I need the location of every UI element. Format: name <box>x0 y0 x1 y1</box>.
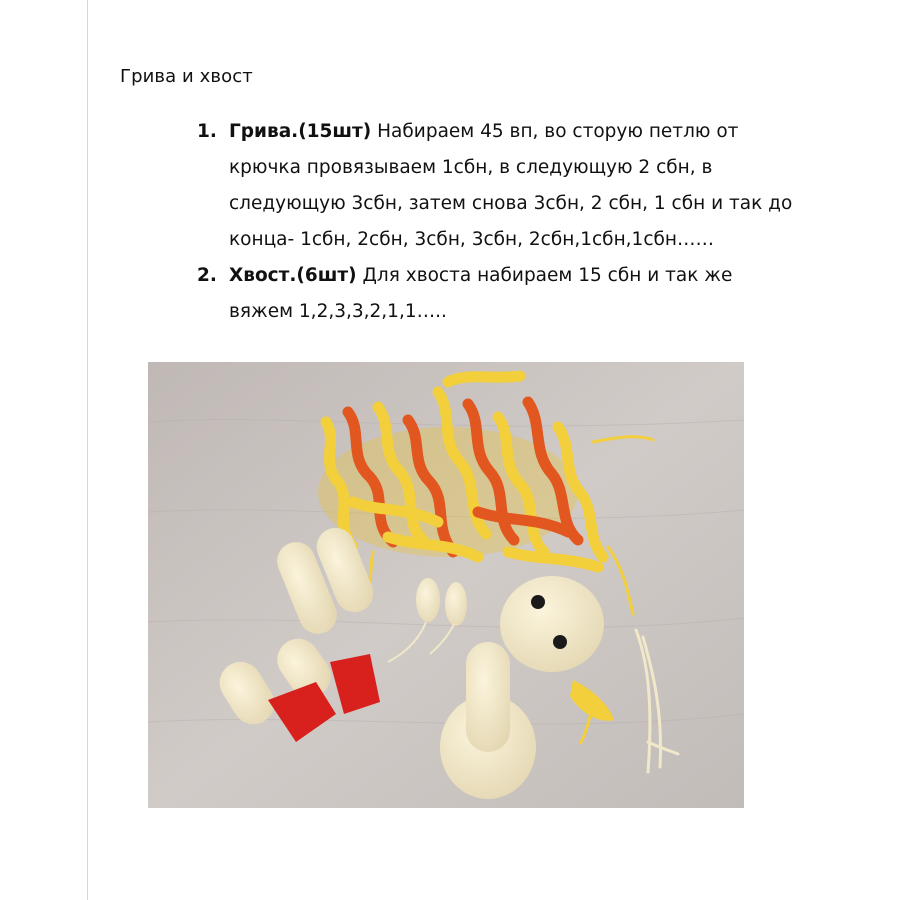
step-title: Грива.(15шт) <box>229 121 372 142</box>
step-text: Набираем 45 вп, во сторую петлю от крючка провязываем 1сбн, в следующую 2 сбн, в следующую 3сбн, затем снова 3сбн, 2 сбн, 1 сбн и так до конца- 1сбн, 2сбн, 3сбн, 3сбн, 2сбн,1сбн,1сбн…… <box>229 121 793 250</box>
photo-illustration <box>148 362 744 808</box>
crochet-head <box>500 576 604 672</box>
step-title: Хвост.(6шт) <box>229 265 357 286</box>
eye-left <box>531 595 545 609</box>
step-number: 1. <box>197 121 217 142</box>
instruction-step-1 <box>193 114 793 258</box>
page-left-border <box>87 0 88 900</box>
step-text: Для хвоста набираем 15 сбн и так же вяжем 1,2,3,3,2,1,1….. <box>229 265 733 322</box>
crochet-parts-photo <box>148 362 744 808</box>
step-number: 2. <box>197 265 217 286</box>
section-heading: Грива и хвост <box>120 66 253 87</box>
instruction-step-2 <box>193 258 793 330</box>
eye-right <box>553 635 567 649</box>
instruction-list <box>193 114 793 330</box>
